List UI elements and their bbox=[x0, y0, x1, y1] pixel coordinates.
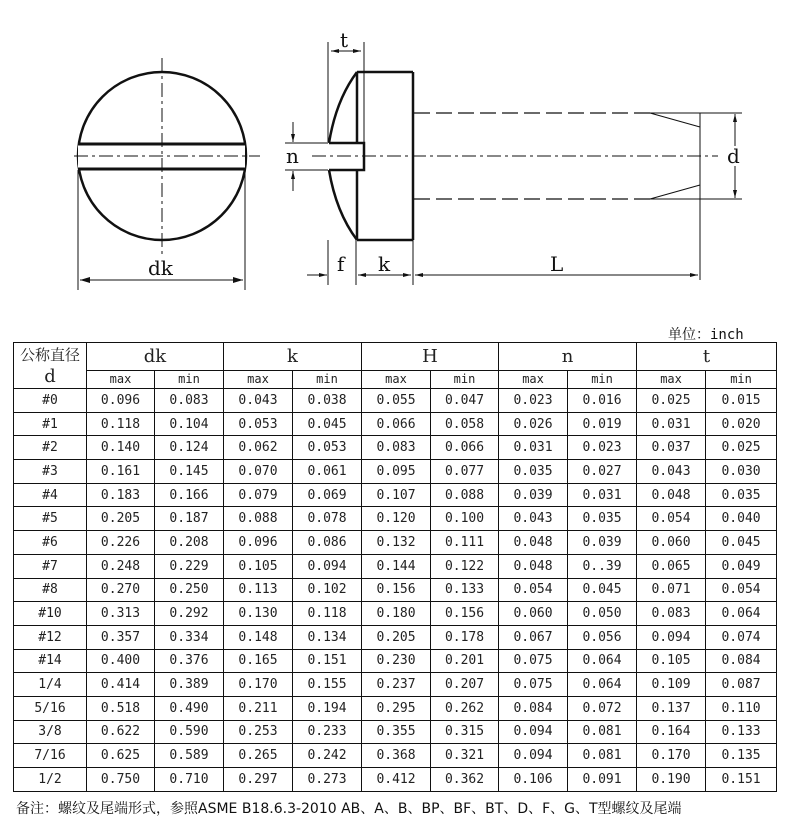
nominal-size-cell: #4 bbox=[14, 483, 87, 507]
screw-drawing-svg bbox=[0, 0, 789, 320]
value-cell: 0.110 bbox=[706, 696, 777, 720]
value-cell: 0.104 bbox=[155, 412, 224, 436]
table-row bbox=[14, 389, 777, 413]
value-cell: 0.016 bbox=[568, 389, 637, 413]
value-cell: 0.155 bbox=[293, 673, 362, 697]
value-cell: 0.242 bbox=[293, 744, 362, 768]
value-cell: 0.035 bbox=[499, 460, 568, 484]
value-cell: 0.037 bbox=[637, 436, 706, 460]
value-cell: 0.091 bbox=[568, 768, 637, 792]
value-cell: 0.084 bbox=[706, 649, 777, 673]
value-cell: 0.313 bbox=[87, 602, 155, 626]
value-cell: 0.107 bbox=[362, 483, 431, 507]
value-cell: 0.084 bbox=[499, 696, 568, 720]
value-cell: 0.070 bbox=[224, 460, 293, 484]
nominal-size-cell: 7/16 bbox=[14, 744, 87, 768]
value-cell: 0.368 bbox=[362, 744, 431, 768]
nominal-size-cell: #0 bbox=[14, 389, 87, 413]
value-cell: 0.023 bbox=[568, 436, 637, 460]
nominal-size-cell: #1 bbox=[14, 412, 87, 436]
value-cell: 0.054 bbox=[499, 578, 568, 602]
table-row bbox=[14, 744, 777, 768]
table-row bbox=[14, 436, 777, 460]
nominal-size-cell: 5/16 bbox=[14, 696, 87, 720]
value-cell: 0.376 bbox=[155, 649, 224, 673]
nominal-diameter-symbol: d bbox=[44, 366, 56, 387]
value-cell: 0.334 bbox=[155, 625, 224, 649]
value-cell: 0.113 bbox=[224, 578, 293, 602]
value-cell: 0.030 bbox=[706, 460, 777, 484]
nominal-diameter-header bbox=[14, 343, 87, 389]
label-n: n bbox=[286, 144, 299, 168]
unit-label: 单位：inch bbox=[668, 327, 744, 343]
label-f: f bbox=[337, 252, 345, 276]
header-dk: dk bbox=[87, 343, 224, 371]
value-cell: 0.187 bbox=[155, 507, 224, 531]
value-cell: 0.400 bbox=[87, 649, 155, 673]
value-cell: 0.102 bbox=[293, 578, 362, 602]
nominal-size-cell: 3/8 bbox=[14, 720, 87, 744]
value-cell: 0.105 bbox=[637, 649, 706, 673]
value-cell: 0.060 bbox=[499, 602, 568, 626]
value-cell: 0.083 bbox=[637, 602, 706, 626]
value-cell: 0.205 bbox=[87, 507, 155, 531]
value-cell: 0.043 bbox=[637, 460, 706, 484]
value-cell: 0.048 bbox=[637, 483, 706, 507]
value-cell: 0.094 bbox=[637, 625, 706, 649]
value-cell: 0.106 bbox=[499, 768, 568, 792]
nominal-size-cell: #3 bbox=[14, 460, 87, 484]
nominal-size-cell: #7 bbox=[14, 554, 87, 578]
value-cell: 0.031 bbox=[568, 483, 637, 507]
subheader-cell: max bbox=[87, 370, 155, 388]
value-cell: 0.315 bbox=[431, 720, 499, 744]
value-cell: 0.389 bbox=[155, 673, 224, 697]
value-cell: 0.178 bbox=[431, 625, 499, 649]
value-cell: 0.056 bbox=[568, 625, 637, 649]
subheader-cell: min bbox=[706, 370, 777, 388]
table-row bbox=[14, 460, 777, 484]
value-cell: 0.237 bbox=[362, 673, 431, 697]
value-cell: 0.083 bbox=[362, 436, 431, 460]
table-row bbox=[14, 696, 777, 720]
value-cell: 0.151 bbox=[293, 649, 362, 673]
value-cell: 0.088 bbox=[431, 483, 499, 507]
value-cell: 0.321 bbox=[431, 744, 499, 768]
value-cell: 0.105 bbox=[224, 554, 293, 578]
value-cell: 0.622 bbox=[87, 720, 155, 744]
nominal-size-cell: 1/4 bbox=[14, 673, 87, 697]
nominal-size-cell: 1/2 bbox=[14, 768, 87, 792]
value-cell: 0.094 bbox=[499, 720, 568, 744]
value-cell: 0.625 bbox=[87, 744, 155, 768]
value-cell: 0.362 bbox=[431, 768, 499, 792]
value-cell: 0.161 bbox=[87, 460, 155, 484]
value-cell: 0.061 bbox=[293, 460, 362, 484]
value-cell: 0.043 bbox=[224, 389, 293, 413]
value-cell: 0.043 bbox=[499, 507, 568, 531]
value-cell: 0.040 bbox=[706, 507, 777, 531]
value-cell: 0.086 bbox=[293, 531, 362, 555]
value-cell: 0.233 bbox=[293, 720, 362, 744]
subheader-cell: max bbox=[362, 370, 431, 388]
dimension-table bbox=[13, 342, 777, 792]
value-cell: 0.053 bbox=[293, 436, 362, 460]
subheader-cell: min bbox=[293, 370, 362, 388]
header-t: t bbox=[637, 343, 777, 371]
value-cell: 0.145 bbox=[155, 460, 224, 484]
value-cell: 0.015 bbox=[706, 389, 777, 413]
table-row bbox=[14, 412, 777, 436]
value-cell: 0.156 bbox=[431, 602, 499, 626]
value-cell: 0.490 bbox=[155, 696, 224, 720]
value-cell: 0.048 bbox=[499, 531, 568, 555]
table-row bbox=[14, 602, 777, 626]
value-cell: 0.020 bbox=[706, 412, 777, 436]
table-row bbox=[14, 554, 777, 578]
value-cell: 0.066 bbox=[362, 412, 431, 436]
table-row bbox=[14, 625, 777, 649]
table-row bbox=[14, 507, 777, 531]
value-cell: 0.226 bbox=[87, 531, 155, 555]
value-cell: 0.109 bbox=[637, 673, 706, 697]
value-cell: 0.253 bbox=[224, 720, 293, 744]
value-cell: 0.025 bbox=[637, 389, 706, 413]
value-cell: 0.292 bbox=[155, 602, 224, 626]
value-cell: 0.025 bbox=[706, 436, 777, 460]
value-cell: 0.166 bbox=[155, 483, 224, 507]
value-cell: 0.205 bbox=[362, 625, 431, 649]
value-cell: 0.144 bbox=[362, 554, 431, 578]
value-cell: 0.211 bbox=[224, 696, 293, 720]
table-row bbox=[14, 720, 777, 744]
value-cell: 0.038 bbox=[293, 389, 362, 413]
table-header-row bbox=[14, 343, 777, 371]
nominal-size-cell: #10 bbox=[14, 602, 87, 626]
value-cell: 0.035 bbox=[706, 483, 777, 507]
table-row bbox=[14, 673, 777, 697]
value-cell: 0.194 bbox=[293, 696, 362, 720]
value-cell: 0..39 bbox=[568, 554, 637, 578]
value-cell: 0.156 bbox=[362, 578, 431, 602]
table-row bbox=[14, 531, 777, 555]
value-cell: 0.355 bbox=[362, 720, 431, 744]
table-row bbox=[14, 649, 777, 673]
label-dk: dk bbox=[148, 256, 173, 280]
value-cell: 0.201 bbox=[431, 649, 499, 673]
value-cell: 0.100 bbox=[431, 507, 499, 531]
value-cell: 0.590 bbox=[155, 720, 224, 744]
value-cell: 0.111 bbox=[431, 531, 499, 555]
value-cell: 0.079 bbox=[224, 483, 293, 507]
nominal-diameter-label: 公称直径 bbox=[19, 346, 80, 364]
value-cell: 0.065 bbox=[637, 554, 706, 578]
subheader-cell: max bbox=[637, 370, 706, 388]
nominal-size-cell: #8 bbox=[14, 578, 87, 602]
value-cell: 0.710 bbox=[155, 768, 224, 792]
value-cell: 0.050 bbox=[568, 602, 637, 626]
value-cell: 0.072 bbox=[568, 696, 637, 720]
value-cell: 0.096 bbox=[87, 389, 155, 413]
value-cell: 0.250 bbox=[155, 578, 224, 602]
value-cell: 0.518 bbox=[87, 696, 155, 720]
value-cell: 0.118 bbox=[293, 602, 362, 626]
value-cell: 0.054 bbox=[637, 507, 706, 531]
table-row bbox=[14, 768, 777, 792]
value-cell: 0.273 bbox=[293, 768, 362, 792]
value-cell: 0.165 bbox=[224, 649, 293, 673]
value-cell: 0.229 bbox=[155, 554, 224, 578]
value-cell: 0.075 bbox=[499, 649, 568, 673]
nominal-size-cell: #14 bbox=[14, 649, 87, 673]
value-cell: 0.053 bbox=[224, 412, 293, 436]
value-cell: 0.035 bbox=[568, 507, 637, 531]
table-row bbox=[14, 483, 777, 507]
value-cell: 0.045 bbox=[568, 578, 637, 602]
value-cell: 0.026 bbox=[499, 412, 568, 436]
value-cell: 0.060 bbox=[637, 531, 706, 555]
technical-drawing bbox=[0, 0, 789, 320]
value-cell: 0.047 bbox=[431, 389, 499, 413]
value-cell: 0.130 bbox=[224, 602, 293, 626]
value-cell: 0.077 bbox=[431, 460, 499, 484]
subheader-cell: max bbox=[224, 370, 293, 388]
value-cell: 0.031 bbox=[637, 412, 706, 436]
value-cell: 0.230 bbox=[362, 649, 431, 673]
value-cell: 0.133 bbox=[431, 578, 499, 602]
value-cell: 0.064 bbox=[706, 602, 777, 626]
header-k: k bbox=[224, 343, 362, 371]
value-cell: 0.297 bbox=[224, 768, 293, 792]
nominal-size-cell: #5 bbox=[14, 507, 87, 531]
header-H: H bbox=[362, 343, 499, 371]
value-cell: 0.019 bbox=[568, 412, 637, 436]
value-cell: 0.133 bbox=[706, 720, 777, 744]
subheader-cell: max bbox=[499, 370, 568, 388]
value-cell: 0.088 bbox=[224, 507, 293, 531]
value-cell: 0.067 bbox=[499, 625, 568, 649]
value-cell: 0.078 bbox=[293, 507, 362, 531]
value-cell: 0.066 bbox=[431, 436, 499, 460]
nominal-size-cell: #12 bbox=[14, 625, 87, 649]
value-cell: 0.096 bbox=[224, 531, 293, 555]
value-cell: 0.094 bbox=[293, 554, 362, 578]
subheader-cell: min bbox=[155, 370, 224, 388]
value-cell: 0.118 bbox=[87, 412, 155, 436]
value-cell: 0.045 bbox=[293, 412, 362, 436]
value-cell: 0.120 bbox=[362, 507, 431, 531]
value-cell: 0.190 bbox=[637, 768, 706, 792]
value-cell: 0.151 bbox=[706, 768, 777, 792]
nominal-size-cell: #6 bbox=[14, 531, 87, 555]
label-L: L bbox=[550, 252, 564, 276]
value-cell: 0.262 bbox=[431, 696, 499, 720]
value-cell: 0.045 bbox=[706, 531, 777, 555]
value-cell: 0.414 bbox=[87, 673, 155, 697]
value-cell: 0.058 bbox=[431, 412, 499, 436]
value-cell: 0.055 bbox=[362, 389, 431, 413]
value-cell: 0.095 bbox=[362, 460, 431, 484]
value-cell: 0.039 bbox=[568, 531, 637, 555]
header-n: n bbox=[499, 343, 637, 371]
value-cell: 0.083 bbox=[155, 389, 224, 413]
footnote: 备注：螺纹及尾端形式，参照ASME B18.6.3-2010 AB、A、B、BP、BF、BT、D、F、G、T型螺纹及尾端 bbox=[16, 801, 682, 817]
value-cell: 0.049 bbox=[706, 554, 777, 578]
value-cell: 0.081 bbox=[568, 744, 637, 768]
value-cell: 0.137 bbox=[637, 696, 706, 720]
value-cell: 0.295 bbox=[362, 696, 431, 720]
nominal-size-cell: #2 bbox=[14, 436, 87, 460]
value-cell: 0.412 bbox=[362, 768, 431, 792]
value-cell: 0.094 bbox=[499, 744, 568, 768]
value-cell: 0.122 bbox=[431, 554, 499, 578]
value-cell: 0.062 bbox=[224, 436, 293, 460]
value-cell: 0.170 bbox=[224, 673, 293, 697]
value-cell: 0.164 bbox=[637, 720, 706, 744]
value-cell: 0.357 bbox=[87, 625, 155, 649]
subheader-cell: min bbox=[431, 370, 499, 388]
value-cell: 0.134 bbox=[293, 625, 362, 649]
value-cell: 0.074 bbox=[706, 625, 777, 649]
side-view bbox=[285, 42, 742, 285]
value-cell: 0.039 bbox=[499, 483, 568, 507]
value-cell: 0.135 bbox=[706, 744, 777, 768]
value-cell: 0.087 bbox=[706, 673, 777, 697]
value-cell: 0.071 bbox=[637, 578, 706, 602]
table-subheader-row bbox=[14, 370, 777, 388]
value-cell: 0.124 bbox=[155, 436, 224, 460]
value-cell: 0.180 bbox=[362, 602, 431, 626]
label-d: d bbox=[727, 144, 740, 168]
value-cell: 0.132 bbox=[362, 531, 431, 555]
value-cell: 0.027 bbox=[568, 460, 637, 484]
subheader-cell: min bbox=[568, 370, 637, 388]
value-cell: 0.589 bbox=[155, 744, 224, 768]
value-cell: 0.069 bbox=[293, 483, 362, 507]
value-cell: 0.054 bbox=[706, 578, 777, 602]
label-t: t bbox=[340, 28, 349, 52]
value-cell: 0.170 bbox=[637, 744, 706, 768]
value-cell: 0.265 bbox=[224, 744, 293, 768]
value-cell: 0.207 bbox=[431, 673, 499, 697]
value-cell: 0.048 bbox=[499, 554, 568, 578]
value-cell: 0.140 bbox=[87, 436, 155, 460]
value-cell: 0.148 bbox=[224, 625, 293, 649]
label-k: k bbox=[378, 252, 391, 276]
value-cell: 0.750 bbox=[87, 768, 155, 792]
value-cell: 0.075 bbox=[499, 673, 568, 697]
value-cell: 0.208 bbox=[155, 531, 224, 555]
value-cell: 0.248 bbox=[87, 554, 155, 578]
value-cell: 0.064 bbox=[568, 673, 637, 697]
value-cell: 0.081 bbox=[568, 720, 637, 744]
value-cell: 0.064 bbox=[568, 649, 637, 673]
value-cell: 0.023 bbox=[499, 389, 568, 413]
value-cell: 0.183 bbox=[87, 483, 155, 507]
table-row bbox=[14, 578, 777, 602]
value-cell: 0.031 bbox=[499, 436, 568, 460]
value-cell: 0.270 bbox=[87, 578, 155, 602]
